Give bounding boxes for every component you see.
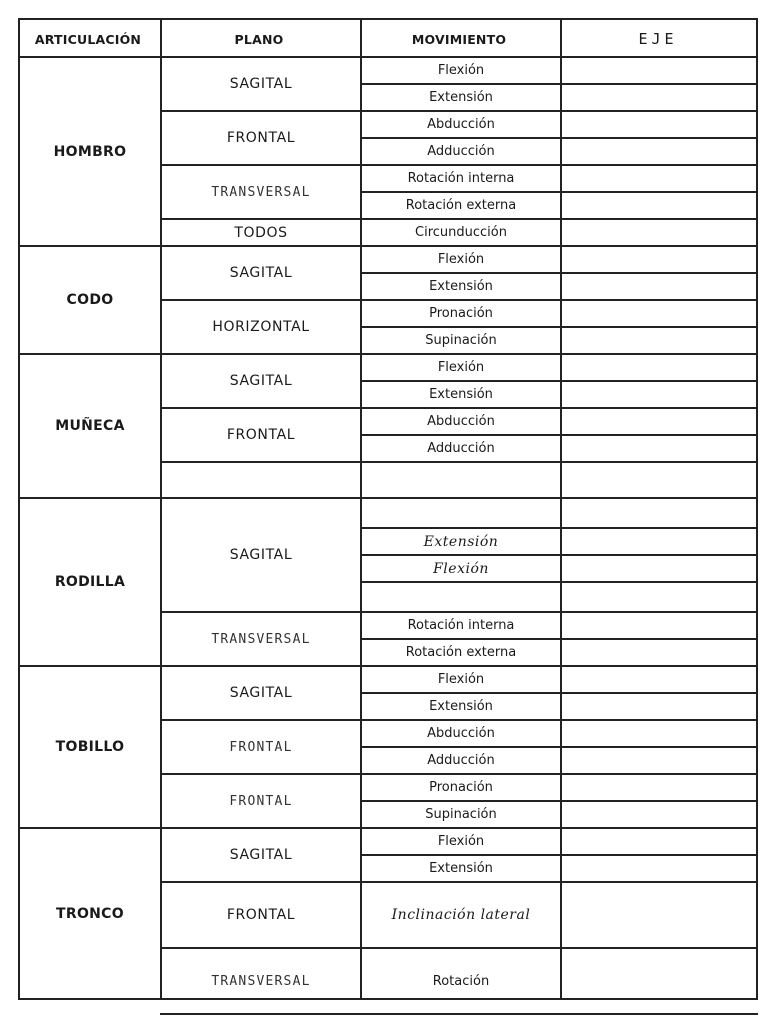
movement-cell: Extensión (429, 387, 493, 402)
movement-cell: Rotación interna (407, 618, 515, 633)
movement-cell (362, 583, 560, 611)
movement-cell: Extensión (429, 861, 493, 876)
movement-cell: Rotación (432, 973, 490, 989)
header-eje: EJE (638, 30, 678, 48)
movement-cell: Supinación (425, 333, 497, 348)
plane-cell: FRONTAL (226, 907, 296, 923)
plane-row-line (160, 461, 362, 463)
movement-cell (362, 499, 560, 527)
plane-cell: TRANSVERSAL (211, 631, 311, 647)
plane-row-line (160, 1013, 362, 1015)
movement-row-line (360, 461, 758, 463)
movement-cell: Inclinación lateral (391, 907, 531, 923)
movement-cell: Extensión (423, 533, 499, 550)
movement-cell: Abducción (427, 414, 495, 429)
joint-name-cell: HOMBRO (53, 143, 127, 160)
plane-cell: FRONTAL (226, 130, 296, 146)
plane-cell: SAGITAL (229, 373, 293, 389)
movement-cell: Adducción (427, 441, 495, 456)
movement-cell: Abducción (427, 117, 495, 132)
joint-name-cell: MUÑECA (55, 418, 125, 434)
movement-row-line (360, 1013, 758, 1015)
movement-cell: Pronación (429, 780, 493, 795)
movement-cell: Rotación externa (405, 198, 517, 213)
plane-cell: SAGITAL (229, 547, 293, 563)
movement-cell: Flexión (437, 360, 485, 375)
movement-cell: Pronación (429, 306, 493, 321)
movement-cell: Extensión (429, 699, 493, 714)
joint-name-cell: CODO (66, 292, 114, 308)
plane-cell: SAGITAL (229, 685, 293, 701)
header-movimiento: MOVIMIENTO (411, 31, 507, 47)
movement-cell: Flexión (437, 834, 485, 849)
movement-cell: Flexión (437, 672, 485, 687)
movement-cell: Abducción (427, 726, 495, 741)
movement-cell: Flexión (437, 252, 485, 267)
movement-cell: Supinación (425, 807, 497, 822)
joint-name-cell: TRONCO (56, 905, 124, 922)
plane-cell: HORIZONTAL (212, 319, 310, 335)
plane-cell: FRONTAL (226, 427, 296, 443)
movement-cell: Rotación interna (407, 171, 515, 186)
joint-name-cell: RODILLA (54, 574, 126, 590)
plane-cell: FRONTAL (229, 793, 293, 809)
plane-cell: TRANSVERSAL (211, 973, 311, 989)
header-plano: PLANO (234, 31, 284, 47)
plane-cell: SAGITAL (229, 76, 293, 92)
movement-cell: Circunducción (415, 225, 507, 240)
movement-cell: Flexión (433, 560, 489, 577)
plane-cell: TRANSVERSAL (211, 184, 311, 200)
plane-cell: FRONTAL (229, 739, 293, 755)
joint-divider (18, 998, 758, 1000)
joint-name-cell: TOBILLO (55, 739, 125, 755)
table-border-top (18, 18, 758, 20)
movement-cell: Adducción (427, 144, 495, 159)
movement-cell: Adducción (427, 753, 495, 768)
movement-cell: Extensión (429, 90, 493, 105)
movement-cell: Extensión (429, 279, 493, 294)
plane-cell: SAGITAL (229, 265, 293, 281)
header-articulacion: ARTICULACIÓN (34, 31, 142, 47)
movement-cell: Rotación externa (405, 645, 517, 660)
plane-cell: TODOS (234, 224, 288, 241)
movement-cell: Flexión (437, 63, 485, 78)
plane-cell: SAGITAL (229, 847, 293, 863)
